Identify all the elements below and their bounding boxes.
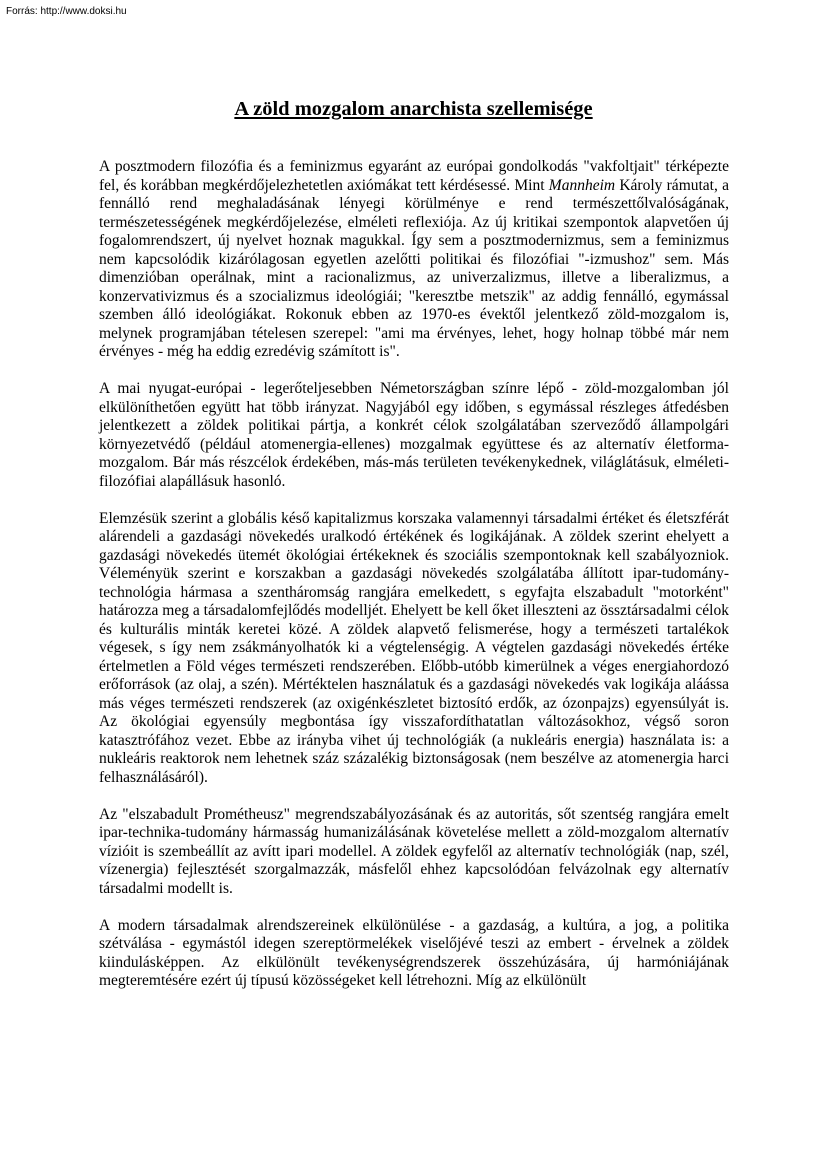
paragraph-1-name-italic: Mannheim xyxy=(548,176,616,194)
paragraph-1 xyxy=(99,158,729,362)
source-url-note: Forrás: http://www.doksi.hu xyxy=(6,6,127,17)
document-title: A zöld mozgalom anarchista szellemisége xyxy=(234,98,593,120)
paragraph-1-text-after: Károly rámutat, a fennálló rend meghaladásának lényegi körülménye e rend természettőlvalóságának, természetességének megkérdőjelezése, elméleti reflexiója. Az új kritikai szempontok alapvetően új fogalomrendszert, új nyelvet hoznak magukkal. Így sem a posztmodernizmus, sem a feminizmus nem kapcsolódik kizárólagosan egyetlen azelőtti politikai és filozófiai "-izmushoz" sem. Más dimenzióban operálnak, mint a racionalizmus, az univerzalizmus, illetve a liberalizmus, a konzervativizmus és a szocializmus ideológiái; "keresztbe metszik" az addig fennálló, egymással szemben álló ideológiákat. Rokonuk ebben az 1970-es évektől jelentkező zöld-mozgalom is, melynek programjában tételesen szerepel: "ami ma érvényes, lehet, hogy holnap többé már nem érvényes - még ha eddig ezredévig számított is". xyxy=(99,176,729,360)
paragraph-2: A mai nyugat-európai - legerőteljesebben Németországban színre lépő - zöld-mozgalomban jól elkülöníthetően együtt hat több irányzat. Nagyjából egy időben, s egymással részleges átfedésben jelentkezett a zöldek politikai pártja, a konkrét célok szolgálatában szerveződő állampolgári környezetvédő (például atomenergia-ellenes) mozgalmak együttese és az alternatív életforma-mozgalom. Bár más részcélok érdekében, más-más területen tevékenykednek, világlátásuk, elméleti-filozófiai alapállásuk hasonló. xyxy=(99,380,729,490)
paragraph-1-text-before: A posztmodern filozófia és a feminizmus egyaránt az európai gondolkodás "vakfoltjait" térképezte fel, és korábban megkérdőjelezhetetlen axiómákat tett kérdésessé. Mint xyxy=(99,158,729,194)
paragraph-3: Elemzésük szerint a globális késő kapitalizmus korszaka valamennyi társadalmi értéket és életszférát alárendeli a gazdasági növekedés uralkodó értékének és logikájának. A zöldek szerint ehelyett a gazdasági növekedés ütemét ökológiai értékeknek és szociális szempontoknak kell szabályozniok. Véleményük szerint e korszakban a gazdasági növekedés szolgálatába állított ipar-tudomány-technológia hármasa a szentháromság rangjára emelkedett, s egyfajta elszabadult "motorként" határozza meg a társadalomfejlődés modelljét. Ehelyett be kell őket illeszteni az össztársadalmi célok és kulturális minták keretei közé. A zöldek alapvető felismerése, hogy a természeti tartalékok végesek, s így nem zsákmányolhatók ki a végtelenségig. A végtelen gazdasági növekedés értéke értelmetlen a Föld véges természeti rendszerében. Előbb-utóbb kimerülnek a véges energiahordozó erőforrások (az olaj, a szén). Mértéktelen használatuk és a gazdasági növekedés vak logikája aláássa más véges természeti rendszerek (az oxigénkészletet biztosító erdők, az ózonpajzs) egyensúlyát is. Az ökológiai egyensúly megbontása így visszafordíthatatlan változásokhoz, végső soron katasztrófához vezet. Ebbe az irányba vihet új technológiák (a nukleáris energia) használata is: a nukleáris reaktorok nem lehetnek száz százalékig biztonságosak (nem beszélve az atomenergia harci felhasználásáról). xyxy=(99,509,729,786)
paragraph-5: A modern társadalmak alrendszereinek elkülönülése - a gazdaság, a kultúra, a jog, a politika szétválása - egymástól idegen szereptörmelékek viselőjévé teszi az embert - érvelnek a zöldek kiindulásképpen. Az elkülönült tevékenységrendszerek összehúzására, új harmóniájának megteremtésére ezért új típusú közösségeket kell létrehozni. Míg az elkülönült xyxy=(99,916,729,989)
document-body xyxy=(99,158,729,1009)
paragraph-4: Az "elszabadult Prométheusz" megrendszabályozásának és az autoritás, sőt szentség rangjára emelt ipar-technika-tudomány hármasság humanizálásának követelése mellett a zöld-mozgalom alternatív vízióit is szembeállít az avítt ipari modellel. A zöldek egyfelől az alternatív technológiák (nap, szél, vízenergia) fejlesztését szorgalmazzák, másfelől ehhez kapcsolódóan felvázolnak egy alternatív társadalmi modellt is. xyxy=(99,805,729,897)
